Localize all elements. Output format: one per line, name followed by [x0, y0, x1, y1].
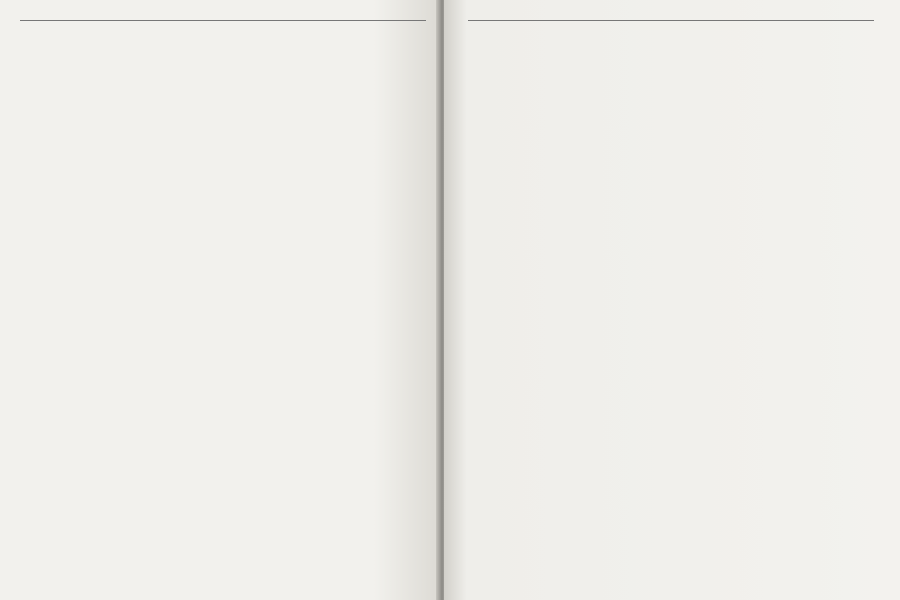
right-header-rule: [468, 20, 874, 21]
right-page: [444, 0, 900, 600]
left-header-rule: [20, 20, 426, 21]
left-page: [0, 0, 440, 600]
